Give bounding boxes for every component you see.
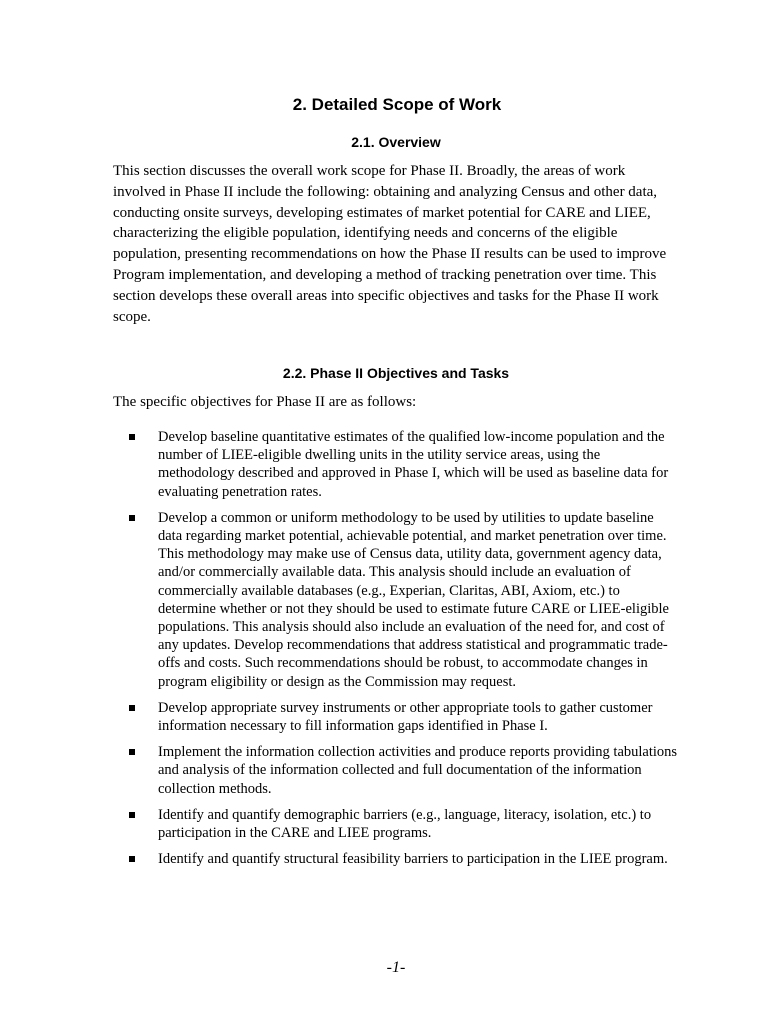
list-item [0, 699, 678, 735]
list-item [0, 509, 678, 691]
document-title: 2. Detailed Scope of Work [292, 95, 502, 114]
list-item-text: Identify and quantify structural feasibility barriers to participation in the LIEE program. [158, 851, 668, 868]
list-item-text: Develop appropriate survey instruments or other appropriate tools to gather customer information necessary to fill information gaps identified in Phase I. [158, 699, 653, 735]
section-heading-overview: 2.1. Overview [351, 134, 441, 150]
list-item [0, 428, 678, 501]
list-item [0, 850, 678, 868]
square-bullet-icon [129, 705, 135, 711]
square-bullet-icon [129, 515, 135, 521]
square-bullet-icon [129, 434, 135, 440]
page-number: -1- [386, 959, 406, 976]
list-item-text: Implement the information collection activities and produce reports providing tabulations and analysis of the information collected and full documentation of the information collection methods. [158, 744, 678, 797]
section-heading-objectives-tasks: 2.2. Phase II Objectives and Tasks [282, 365, 510, 381]
objectives-list [0, 428, 770, 876]
list-item-text: Develop a common or uniform methodology to be used by utilities to update baseline data regarding market potential, achievable potential, and market penetration over time. This methodology may make use of Census data, utility data, government agency data, and/or commercially available data. This analysis should include an evaluation of commercially available databases (e.g., Experian, Claritas, ABI, Axiom, etc.) to determine whether or not they should be used to estimate future CARE or LIEE-eligible populations. This analysis should also include an evaluation of the need for, and cost of any updates. Develop recommendations that address statistical and programmatic trade-offs and costs. Such recommendations should be robust, to accommodate changes in program eligibility or design as the Commission may request. [158, 509, 669, 690]
overview-paragraph: This section discusses the overall work scope for Phase II. Broadly, the areas of work involved in Phase II include the following: obtaining and analyzing Census and other data, conducting onsite surveys, developing estimates of market potential for CARE and LIEE, characterizing the eligible population, identifying needs and concerns of the eligible population, presenting recommendations on how the Phase II results can be used to improve Program implementation, and developing a method of tracking penetration over time. This section develops these overall areas into specific objectives and tasks for the Phase II work scope. [113, 163, 667, 325]
list-item-text: Develop baseline quantitative estimates of the qualified low-income population and the number of LIEE-eligible dwelling units in the utility service areas, using the methodology described and approved in Phase I, which will be used as baseline data for evaluating penetration rates. [158, 429, 669, 500]
square-bullet-icon [129, 749, 135, 755]
square-bullet-icon [129, 856, 135, 862]
list-item [0, 806, 678, 842]
list-item [0, 743, 678, 798]
objectives-intro: The specific objectives for Phase II are as follows: [113, 394, 417, 410]
list-item-text: Identify and quantify demographic barriers (e.g., language, literacy, isolation, etc.) to participation in the CARE and LIEE programs. [158, 806, 652, 842]
square-bullet-icon [129, 812, 135, 818]
